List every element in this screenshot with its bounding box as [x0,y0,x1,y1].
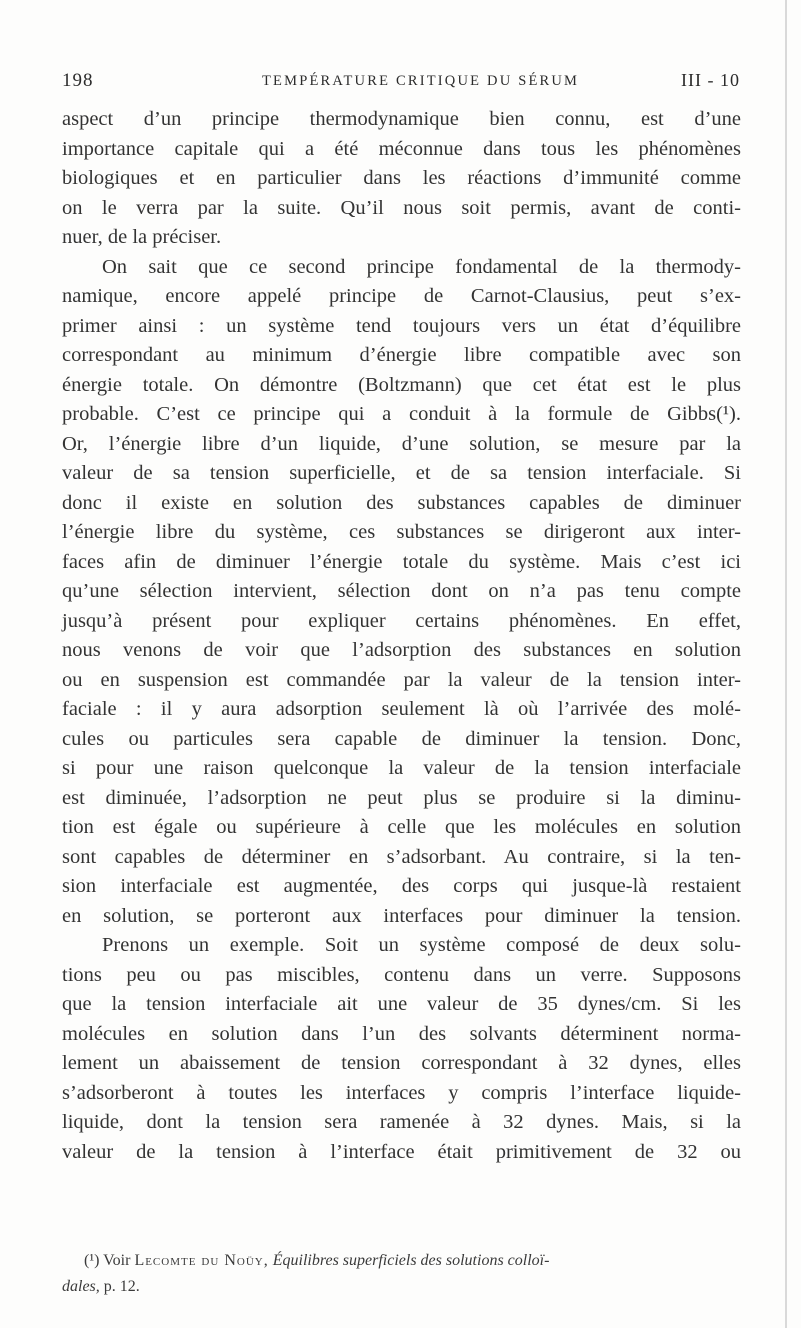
text-line: est diminuée, l’adsorption ne peut plus se produire si la diminu- [62,786,741,809]
footnote-line [62,1248,741,1274]
footnote [62,1248,741,1300]
text-line: sont capables de déterminer en s’adsorbant. Au contraire, si la ten- [62,845,741,868]
text-line: tion est égale ou supérieure à celle que les molécules en solution [62,816,741,838]
text-line: Or, l’énergie libre d’un liquide, d’une solution, se mesure par la [62,432,741,455]
footnote-marker: (¹) [84,1252,100,1269]
text-line: s’adsorberont à toutes les interfaces y compris l’interface liquide- [62,1081,741,1104]
text-line: correspondant au minimum d’énergie libre compatible avec son [62,344,741,366]
text-line: ou en suspension est commandée par la valeur de la tension inter- [62,668,741,691]
text-line: l’énergie libre du système, ces substances se dirigeront aux inter- [62,521,741,543]
text-line: en solution, se porteront aux interfaces pour diminuer la tension. [62,904,741,927]
text-line: que la tension interfaciale ait une valeur de 35 dynes/cm. Si les [62,993,741,1015]
footnote-see: Voir [103,1252,131,1269]
text-line: qu’une sélection intervient, sélection dont on n’a pas tenu compte [62,580,741,602]
text-line: si pour une raison quelconque la valeur de la tension interfaciale [62,757,741,779]
text-line: On sait que ce second principe fondamental de la thermody- [102,255,741,278]
footnote-author: Lecomte du Noüy, [134,1252,269,1269]
text-line: faces afin de diminuer l’énergie totale du système. Mais c’est ici [62,550,741,573]
footnote-work-title: Équilibres superficiels des solutions colloï- [272,1252,550,1269]
text-line: cules ou particules sera capable de diminuer la tension. Donc, [62,727,741,750]
text-line: molécules en solution dans l’un des solvants déterminent norma- [62,1022,741,1045]
footnote-work-title-cont: dales, [62,1278,100,1295]
footnote-page-ref: p. 12. [103,1278,140,1295]
text-line: tions peu ou pas miscibles, contenu dans un verre. Supposons [62,963,741,986]
body-text [62,105,741,1167]
text-line: valeur de la tension à l’interface était primitivement de 32 ou [62,1140,741,1163]
text-line: lement un abaissement de tension correspondant à 32 dynes, elles [62,1052,741,1074]
text-line: Prenons un exemple. Soit un système composé de deux solu- [102,934,741,956]
text-line: valeur de sa tension superficielle, et de sa tension interfaciale. Si [62,462,741,484]
text-line: sion interfaciale est augmentée, des corps qui jusque-là restaient [62,875,741,897]
page-number: 198 [62,70,94,91]
text-line: nous venons de voir que l’adsorption des substances en solution [62,639,741,661]
text-line: primer ainsi : un système tend toujours vers un état d’équilibre [62,314,741,337]
text-line: aspect d’un principe thermodynamique bien connu, est d’une [62,108,741,130]
page-edge-shadow [785,0,787,1328]
text-line: on le verra par la suite. Qu’il nous soit permis, avant de conti- [62,196,741,219]
text-line: biologiques et en particulier dans les réactions d’immunité comme [62,167,741,189]
text-line: donc il existe en solution des substances capables de diminuer [62,491,741,514]
text-line: jusqu’à présent pour expliquer certains phénomènes. En effet, [62,609,741,632]
text-line: faciale : il y aura adsorption seulement là où l’arrivée des molé- [62,698,741,720]
text-line: importance capitale qui a été méconnue dans tous les phénomènes [62,137,741,160]
text-line: liquide, dont la tension sera ramenée à 32 dynes. Mais, si la [62,1111,741,1133]
footnote-line [62,1274,741,1300]
section-number: III - 10 [681,70,740,90]
text-line: nuer, de la préciser. [62,226,222,248]
text-line: énergie totale. On démontre (Boltzmann) que cet état est le plus [62,373,741,396]
running-title: TEMPÉRATURE CRITIQUE DU SÉRUM [262,73,580,89]
text-line: probable. C’est ce principe qui a conduit à la formule de Gibbs(¹). [62,403,741,425]
text-line: namique, encore appelé principe de Carnot-Clausius, peut s’ex- [62,285,741,307]
running-header [62,70,740,96]
